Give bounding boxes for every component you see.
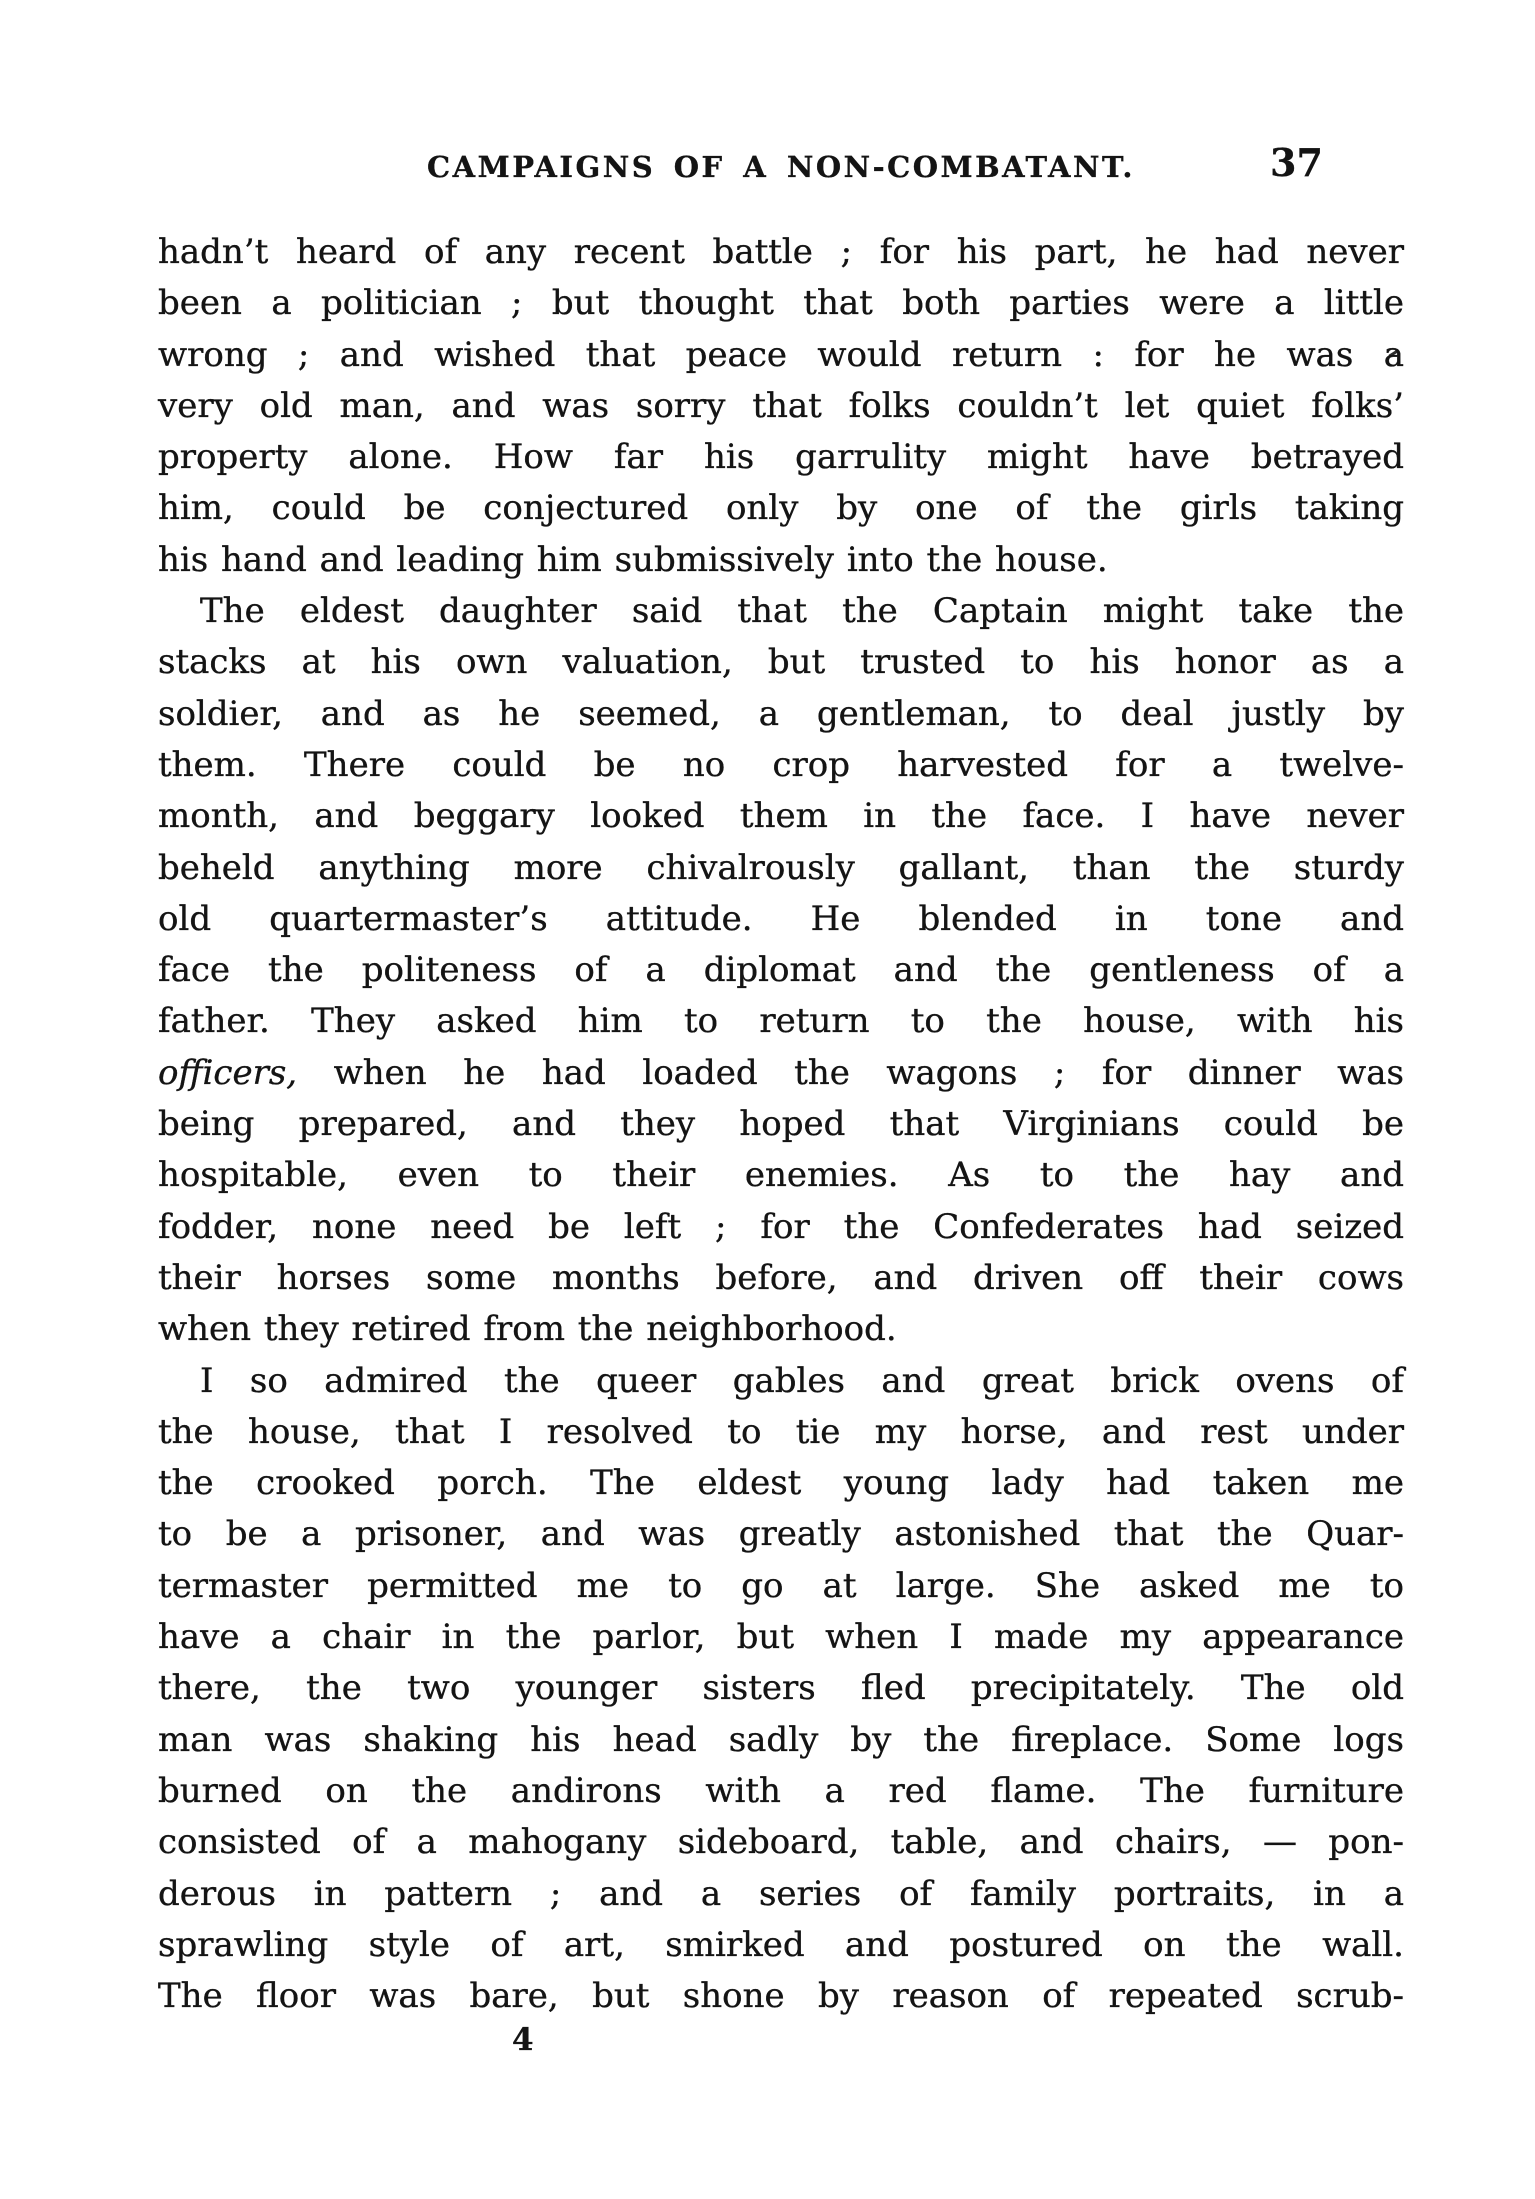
paragraph — [158, 1356, 1404, 2023]
text-line: termaster permitted me to go at large. She asked me to — [158, 1565, 1404, 1606]
text-line: stacks at his own valuation, but trusted to his honor as a — [158, 642, 1404, 683]
text-line: fodder, none need be left ; for the Confederates had seized — [158, 1206, 1404, 1247]
text-line: The eldest daughter said that the Captain might take the — [200, 591, 1404, 632]
text-block — [158, 227, 1404, 2022]
page-number: 37 — [1270, 140, 1323, 185]
text-line: man was shaking his head sadly by the fireplace. Some logs — [158, 1719, 1404, 1760]
text-line: have a chair in the parlor, but when I made my appearance — [158, 1617, 1404, 1658]
text-line: burned on the andirons with a red flame. The furniture — [158, 1770, 1404, 1811]
text-line: soldier, and as he seemed, a gentleman, to deal justly by — [158, 693, 1404, 734]
text-line: The floor was bare, but shone by reason of repeated scrub- — [158, 1976, 1404, 2017]
text-line: their horses some months before, and driven off their cows — [158, 1257, 1404, 1298]
paragraph — [158, 586, 1404, 1355]
text-line: there, the two younger sisters fled precipitately. The old — [158, 1668, 1404, 1709]
text-line: his hand and leading him submissively into the house. — [158, 539, 1108, 580]
text-line: hadn’t heard of any recent battle ; for his part, he had never — [158, 232, 1404, 272]
text-line: very old man, and was sorry that folks couldn’t let quiet folks’ — [158, 385, 1404, 426]
header-title: CAMPAIGNS OF A NON-COMBATANT. — [427, 150, 1135, 184]
text-line: father. They asked him to return to the house, with his — [158, 1001, 1404, 1042]
text-line: him, could be conjectured only by one of the girls taking — [158, 488, 1404, 529]
text-line: sprawling style of art, smirked and postured on the wall. — [158, 1924, 1404, 1965]
text-line: hospitable, even to their enemies. As to the hay and — [158, 1155, 1404, 1196]
text-line: consisted of a mahogany sideboard, table, and chairs, — pon- — [158, 1822, 1404, 1863]
text-line: when they retired from the neighborhood. — [158, 1309, 897, 1350]
text-line: being prepared, and they hoped that Virginians could be — [158, 1104, 1404, 1145]
text-line: property alone. How far his garrulity might have betrayed — [158, 437, 1404, 478]
text-line: derous in pattern ; and a series of family portraits, in a — [158, 1873, 1404, 1914]
paragraph — [158, 227, 1404, 586]
text-line: been a politician ; but thought that both parties were a little — [158, 283, 1404, 324]
text-line: month, and beggary looked them in the face. I have never — [158, 796, 1404, 837]
running-header — [158, 140, 1404, 190]
text-line: officers, when he had loaded the wagons ; for dinner was — [158, 1052, 1404, 1093]
text-line: the house, that I resolved to tie my horse, and rest under — [158, 1411, 1404, 1452]
text-line: old quartermaster’s attitude. He blended in tone and — [158, 898, 1404, 939]
text-line: the crooked porch. The eldest young lady had taken me — [158, 1463, 1404, 1504]
text-line: beheld anything more chivalrously gallant, than the sturdy — [158, 847, 1404, 888]
text-line: wrong ; and wished that peace would return : for he was a — [158, 334, 1404, 375]
signature-mark: 4 — [512, 2022, 534, 2058]
text-line: I so admired the queer gables and great brick ovens of — [200, 1360, 1404, 1401]
text-line: face the politeness of a diplomat and the gentleness of a — [158, 950, 1404, 991]
text-line: them. There could be no crop harvested for a twelve- — [158, 744, 1404, 785]
text-line: to be a prisoner, and was greatly astonished that the Quar- — [158, 1514, 1404, 1555]
